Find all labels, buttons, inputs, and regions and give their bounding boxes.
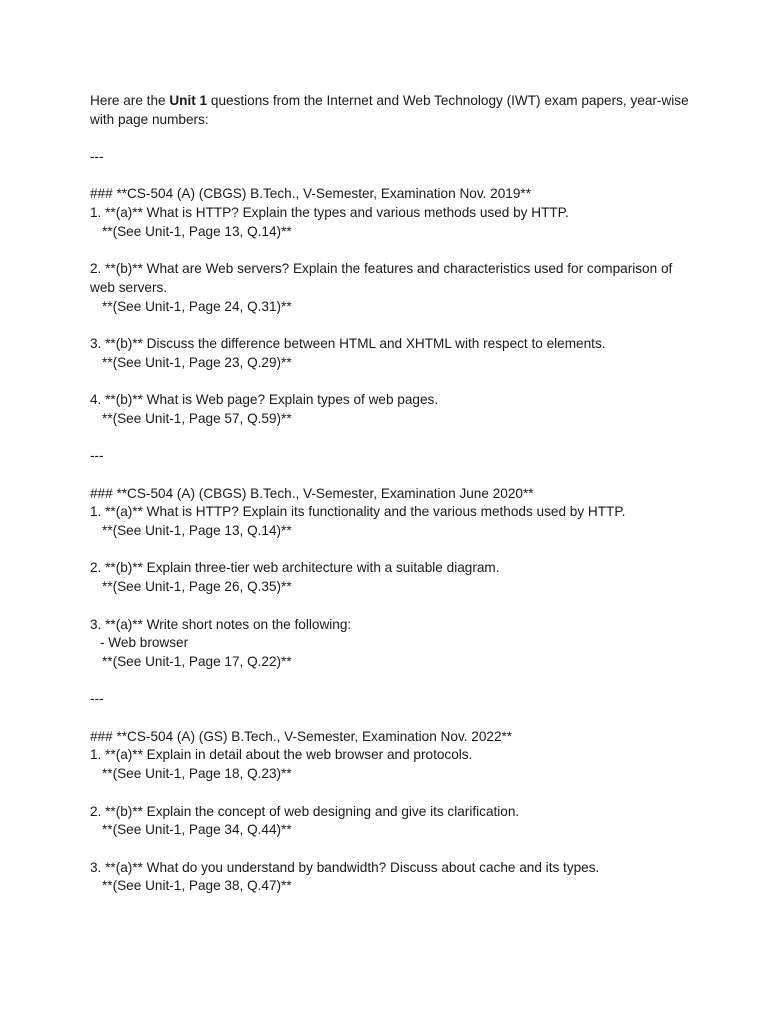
question-reference: **(See Unit-1, Page 23, Q.29)** — [102, 354, 292, 370]
question-reference: **(See Unit-1, Page 17, Q.22)** — [102, 653, 292, 669]
question-text: 2. **(b)** What are Web servers? Explain the features and characteristics used for comparison of web servers. — [90, 261, 677, 295]
intro-unit-bold: Unit 1 — [169, 93, 208, 108]
question-text: 4. **(b)** What is Web page? Explain types of web pages. — [90, 392, 439, 408]
question-item — [90, 335, 690, 372]
exam-section-june-2020 — [90, 485, 690, 672]
section-heading: ### **CS-504 (A) (CBGS) B.Tech., V-Semester, Examination Nov. 2019** — [90, 186, 531, 202]
question-subitem: - Web browser — [100, 635, 189, 651]
intro-paragraph — [90, 92, 693, 129]
question-text: 2. **(b)** Explain the concept of web designing and give its clarification. — [90, 803, 520, 819]
intro-text-after: questions from the Internet and Web Technology (IWT) exam papers, year-wise with page numbers: — [90, 93, 693, 127]
question-item — [90, 803, 690, 840]
question-text: 1. **(a)** What is HTTP? Explain the types and various methods used by HTTP. — [90, 205, 569, 221]
question-reference: **(See Unit-1, Page 13, Q.14)** — [102, 223, 292, 239]
exam-section-nov-2022 — [90, 728, 690, 896]
question-item — [90, 859, 690, 896]
question-reference: **(See Unit-1, Page 24, Q.31)** — [102, 298, 292, 314]
question-item — [90, 260, 690, 316]
question-reference: **(See Unit-1, Page 13, Q.14)** — [102, 523, 292, 539]
intro-text-before: Here are the — [90, 93, 170, 108]
question-item — [90, 616, 690, 672]
section-heading: ### **CS-504 (A) (GS) B.Tech., V-Semester, Examination Nov. 2022** — [90, 728, 513, 744]
question-reference: **(See Unit-1, Page 57, Q.59)** — [102, 410, 292, 426]
question-text: 1. **(a)** What is HTTP? Explain its functionality and the various methods used by HTTP. — [90, 504, 626, 520]
separator-3: --- — [90, 691, 104, 707]
exam-section-nov-2019 — [90, 185, 690, 428]
question-reference: **(See Unit-1, Page 26, Q.35)** — [102, 579, 292, 595]
question-reference: **(See Unit-1, Page 38, Q.47)** — [102, 878, 292, 894]
document-body — [90, 92, 693, 896]
question-text: 3. **(b)** Discuss the difference between HTML and XHTML with respect to elements. — [90, 336, 606, 352]
question-reference: **(See Unit-1, Page 18, Q.23)** — [102, 766, 292, 782]
section-heading: ### **CS-504 (A) (CBGS) B.Tech., V-Semester, Examination June 2020** — [90, 485, 534, 501]
separator-1: --- — [90, 149, 104, 165]
question-item — [90, 559, 690, 596]
question-reference: **(See Unit-1, Page 34, Q.44)** — [102, 822, 292, 838]
question-text: 3. **(a)** What do you understand by bandwidth? Discuss about cache and its types. — [90, 859, 600, 875]
question-text: 2. **(b)** Explain three-tier web architecture with a suitable diagram. — [90, 560, 500, 576]
question-item — [90, 204, 690, 241]
question-item — [90, 503, 690, 540]
question-text: 3. **(a)** Write short notes on the following: — [90, 616, 352, 632]
question-text: 1. **(a)** Explain in detail about the web browser and protocols. — [90, 747, 473, 763]
question-item — [90, 391, 690, 428]
question-item — [90, 746, 690, 783]
separator-2: --- — [90, 448, 104, 464]
